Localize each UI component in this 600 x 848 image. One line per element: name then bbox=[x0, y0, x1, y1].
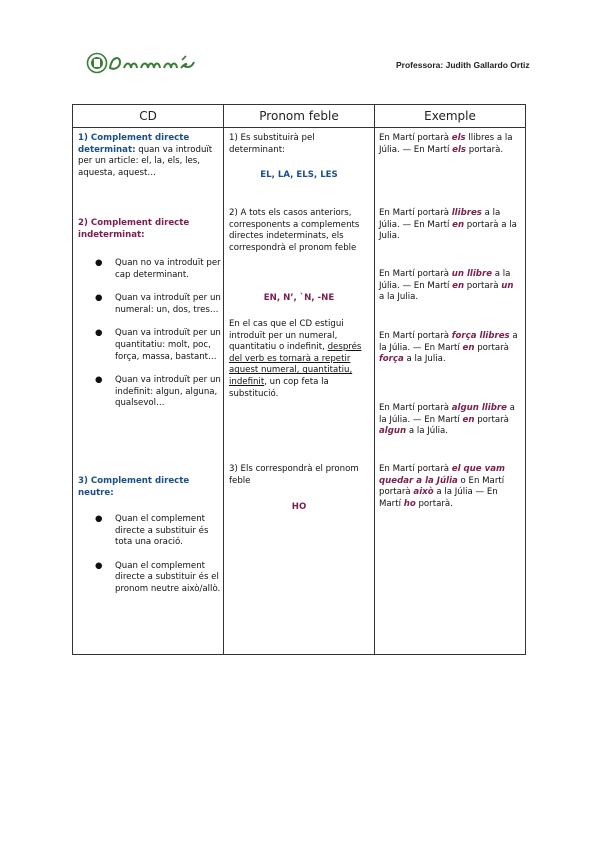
table-header-row bbox=[73, 105, 526, 128]
pronom-p1 bbox=[229, 133, 369, 156]
example-text: En Martí portarà bbox=[379, 208, 452, 218]
example-6 bbox=[379, 464, 521, 510]
page-header bbox=[0, 0, 600, 90]
pronom-p1-text: 1) Es substituirà pel determinant: bbox=[229, 133, 315, 155]
example-highlight: algun bbox=[379, 426, 407, 437]
cd-s1-title: Complement directe determinat: bbox=[78, 133, 190, 155]
cd-s1-text: quan va introduït per un article: el, la, els, les, aquesta, aquest… bbox=[78, 144, 213, 178]
cd-s3-title: Complement directe neutre: bbox=[78, 476, 190, 498]
pronom-note-c: , un cop feta la substitució. bbox=[229, 376, 329, 399]
example-text: En Martí portarà bbox=[379, 464, 452, 474]
pronom-note-b: després del verb es tornarà a repetir aquest numeral, quantitatiu, indefinit bbox=[229, 342, 362, 387]
list-item: ● Quan el complement directe a substituir és el pronom neutre això/allò. bbox=[95, 560, 221, 594]
example-text: a la Júlia. — En Martí bbox=[379, 208, 501, 230]
header-cd: CD bbox=[73, 105, 224, 128]
example-text: portarà bbox=[474, 342, 509, 353]
example-highlight: ho bbox=[403, 498, 416, 509]
example-text: a la Júlia — En Martí bbox=[379, 487, 498, 509]
example-text: a la Julia. bbox=[379, 292, 419, 303]
school-logo-icon bbox=[86, 50, 196, 76]
list-item: ● Quan va introduït per un indefinit: algun, alguna, qualsevol… bbox=[95, 375, 221, 409]
pronom-p1-pronoun: EL, LA, ELS, LES bbox=[260, 170, 338, 180]
example-text: a la Júlia. bbox=[406, 426, 449, 437]
cd-s3-list bbox=[95, 514, 221, 596]
example-highlight: els bbox=[452, 144, 467, 155]
cd-column bbox=[73, 128, 224, 655]
example-text: llibres a la Júlia. — En Martí bbox=[379, 133, 513, 155]
example-highlight: llibres bbox=[451, 208, 482, 218]
header-pronom: Pronom feble bbox=[224, 105, 375, 128]
example-text: portarà bbox=[474, 414, 509, 425]
example-text: a la Julia. bbox=[403, 354, 446, 365]
list-item-text: Quan va introduït per un indefinit: algun, alguna, qualsevol… bbox=[115, 375, 221, 409]
example-text: a la Júlia. — En Martí bbox=[379, 269, 511, 291]
example-text: En Martí portarà bbox=[379, 269, 452, 279]
pronom-column bbox=[224, 128, 375, 655]
example-text: portarà a la Julia. bbox=[379, 219, 517, 242]
teacher-name: Professora: Judith Gallardo Ortiz bbox=[396, 60, 530, 70]
example-text: portarà bbox=[464, 280, 502, 291]
cd-s2-list bbox=[95, 258, 221, 410]
example-4 bbox=[379, 331, 521, 366]
list-item-text: Quan va introduït per un numeral: un, dos, tres… bbox=[115, 293, 221, 315]
example-text: En Martí portarà bbox=[379, 331, 452, 341]
example-5 bbox=[379, 403, 521, 438]
table-row bbox=[73, 128, 526, 655]
header-exemple: Exemple bbox=[375, 105, 526, 128]
example-highlight: força bbox=[379, 354, 404, 365]
cd-s2-number: 2) bbox=[78, 218, 91, 228]
cd-section-1 bbox=[78, 133, 218, 179]
list-item-text: Quan va introduït per un quantitatiu: molt, poc, força, massa, bastant… bbox=[115, 328, 221, 362]
list-item: ● Quan va introduït per un quantitatiu: molt, poc, força, massa, bastant… bbox=[95, 328, 221, 362]
pronoun-table bbox=[72, 104, 526, 655]
example-text: a la Júlia. — En Martí bbox=[379, 403, 515, 425]
pronom-p2-pron-wrap bbox=[229, 293, 369, 305]
example-1 bbox=[379, 133, 521, 156]
example-text: En Martí portarà bbox=[379, 403, 452, 413]
example-highlight: això bbox=[413, 487, 434, 498]
pronom-p2-pronoun: EN, N’, `N, -NE bbox=[263, 293, 335, 303]
cd-s3-number: 3) bbox=[78, 476, 91, 486]
list-item-text: Quan no va introduït per cap determinant. bbox=[115, 258, 221, 280]
pronom-p3 bbox=[229, 464, 369, 487]
list-item: ● Quan no va introduït per cap determinant. bbox=[95, 258, 221, 280]
example-text: o En Martí portarà bbox=[379, 475, 505, 498]
list-item-text: Quan el complement directe a substituir és tota una oració. bbox=[115, 514, 209, 548]
example-text: portarà. bbox=[415, 498, 453, 509]
example-3 bbox=[379, 269, 521, 304]
pronom-p2-text: 2) A tots els casos anteriors, corresponents a complements directes indeterminats, els correspondrà el pronom feble bbox=[229, 208, 360, 253]
list-item-text: Quan el complement directe a substituir és el pronom neutre això/allò. bbox=[115, 560, 221, 594]
example-highlight: en bbox=[452, 219, 465, 230]
pronom-p2 bbox=[229, 208, 369, 254]
pronom-p3-pron-wrap bbox=[229, 502, 369, 514]
example-text: portarà. bbox=[466, 144, 504, 155]
example-highlight: els bbox=[451, 133, 466, 143]
example-highlight: un bbox=[501, 280, 514, 291]
example-highlight: en bbox=[462, 342, 475, 353]
list-item: ● Quan va introduït per un numeral: un, dos, tres… bbox=[95, 293, 221, 315]
pronom-note-a: En el cas que el CD estigui introduït per un numeral, quantitatiu o indefinit, bbox=[229, 319, 344, 353]
pronom-p3-text: 3) Els correspondrà el pronom feble bbox=[229, 464, 359, 486]
example-highlight: algun llibre bbox=[451, 403, 507, 413]
example-text: a la Júlia. — En Martí bbox=[379, 331, 518, 353]
example-highlight: el que vam quedar a la Júlia bbox=[379, 464, 505, 486]
pronom-p3-pronoun: HO bbox=[291, 502, 307, 512]
example-highlight: un llibre bbox=[451, 269, 493, 279]
cd-section-2 bbox=[78, 218, 218, 241]
cd-section-3 bbox=[78, 476, 218, 499]
example-highlight: força llibres bbox=[451, 331, 510, 341]
list-item: ● Quan el complement directe a substituir és tota una oració. bbox=[95, 514, 209, 548]
pronom-p1-pron-wrap bbox=[229, 170, 369, 182]
cd-s2-title: Complement directe indeterminat: bbox=[78, 218, 190, 240]
example-text: En Martí portarà bbox=[379, 133, 452, 143]
cd-s1-number: 1) bbox=[78, 133, 91, 143]
example-highlight: en bbox=[452, 280, 465, 291]
example-2 bbox=[379, 208, 521, 243]
example-highlight: en bbox=[462, 414, 475, 425]
pronom-p2-note bbox=[229, 319, 371, 400]
exemple-column bbox=[375, 128, 526, 655]
